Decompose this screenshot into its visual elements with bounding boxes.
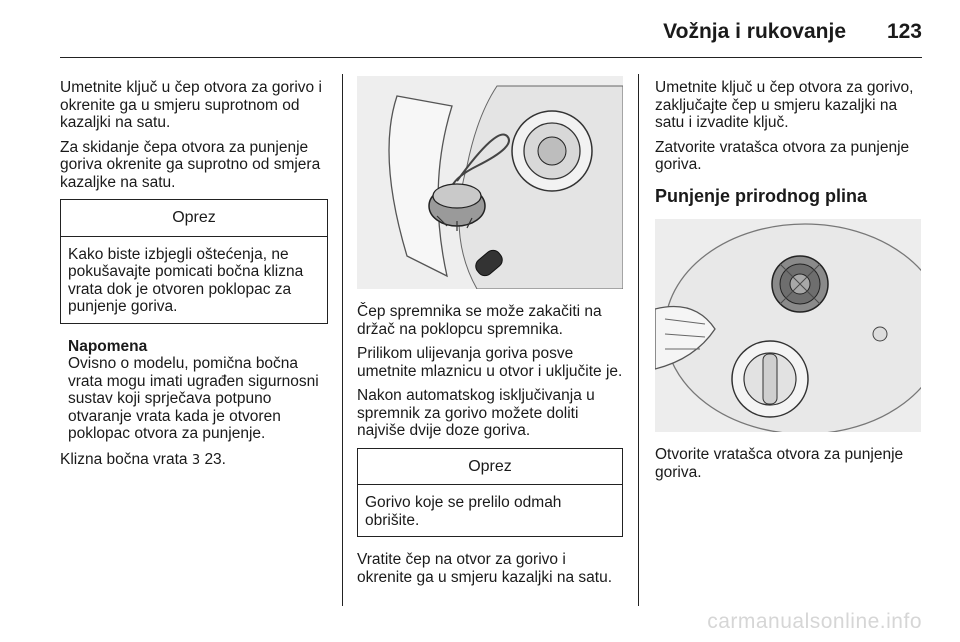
paragraph: Vratite čep na otvor za gorivo i okrenite ga u smjeru kazaljki na satu.: [357, 551, 613, 586]
paragraph: Nakon automatskog isključivanja u spremnik za gorivo možete doliti najviše dvije doze goriva.: [357, 387, 595, 439]
page-number: 123: [886, 20, 922, 43]
cross-reference-text: Klizna bočna vrata: [60, 450, 188, 468]
caution-box: [60, 199, 328, 324]
caution-title: Oprez: [358, 449, 622, 486]
section-heading: Punjenje prirodnog plina: [655, 185, 868, 206]
paragraph: Za skidanje čepa otvora za punjenje goriva okrenite ga suprotno od smjera kazaljke na satu.: [60, 138, 321, 191]
paragraph: Umetnite ključ u čep otvora za gorivo, zaključajte čep u smjeru kazaljki na satu i izvadite ključ.: [655, 79, 914, 131]
caution-body: Kako biste izbjegli oštećenja, ne pokušavajte pomicati bočna klizna vrata dok je otvoren poklopac za punjenje goriva.: [68, 245, 304, 315]
cross-reference[interactable]: [60, 451, 328, 470]
fuel-cap-drawing: [357, 76, 623, 289]
caution-body: Gorivo koje se prelilo odmah obrišite.: [365, 494, 562, 529]
caution-box: [357, 448, 623, 538]
paragraph: Zatvorite vratašca otvora za punjenje goriva.: [655, 138, 910, 173]
paragraph: Otvorite vratašca otvora za punjenje goriva.: [655, 446, 904, 481]
watermark: carmanualsonline.info: [707, 610, 922, 633]
note-body: Ovisno o modelu, pomična bočna vrata mogu imati ugrađen sigurnosni sustav koji sprječava potpuno otvaranje vrata kada je otvoren poklopac otvora za punjenje.: [68, 355, 319, 442]
column-2: [357, 76, 623, 593]
column-3: [655, 79, 923, 488]
page-header: [60, 0, 922, 58]
column-divider: [638, 74, 639, 606]
natural-gas-filler-illustration: [655, 219, 921, 432]
column-divider: [342, 74, 343, 606]
note-block: [68, 338, 328, 443]
reference-page: 23.: [204, 450, 226, 468]
paragraph: Prilikom ulijevanja goriva posve umetnite mlaznicu u otvor i uključite je.: [357, 345, 623, 380]
note-title: Napomena: [68, 337, 148, 355]
paragraph: Umetnite ključ u čep otvora za gorivo i okrenite ga u smjeru suprotnom od kazaljki na satu.: [60, 79, 322, 131]
fuel-cap-illustration: [357, 76, 623, 289]
caution-title: Oprez: [61, 200, 327, 237]
paragraph: Čep spremnika se može zakačiti na držač na poklopcu spremnika.: [357, 303, 602, 338]
column-1: [60, 79, 328, 476]
page-title: Vožnja i rukovanje: [663, 20, 846, 43]
gas-filler-drawing: [655, 219, 921, 432]
reference-arrow-icon: 3: [191, 452, 201, 468]
